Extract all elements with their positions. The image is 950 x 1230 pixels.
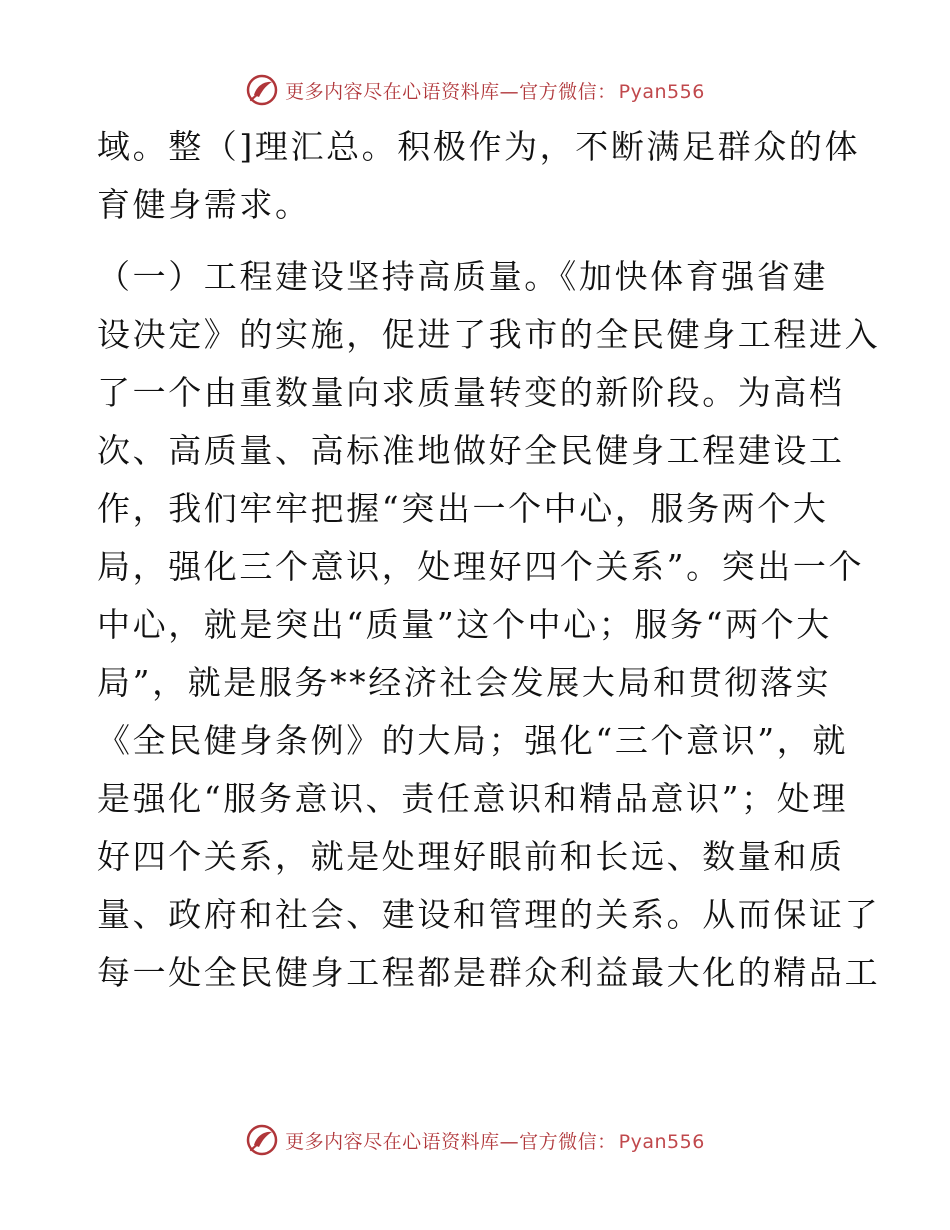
footer-wechat-id: Pyan556 (618, 1130, 705, 1153)
text-line: 中心，就是突出“质量”这个中心；服务“两个大 (97, 605, 832, 644)
paragraph-2 (97, 248, 881, 1002)
text-line: 域。整（]理汇总。积极作为，不断满足群众的体 (97, 127, 861, 166)
text-line: 次、高质量、高标准地做好全民健身工程建设工 (97, 431, 845, 470)
text-line: 作，我们牢牢把握“突出一个中心，服务两个大 (97, 489, 829, 528)
header-banner-text (285, 77, 705, 104)
header-banner (0, 70, 950, 110)
text-line: 好四个关系，就是处理好眼前和长远、数量和质 (97, 837, 845, 876)
library-logo-icon (245, 1123, 279, 1157)
footer-banner-text (285, 1127, 705, 1154)
document-body (97, 118, 881, 1002)
header-wechat-id: Pyan556 (618, 80, 705, 103)
text-line: 量、政府和社会、建设和管理的关系。从而保证了 (97, 895, 881, 934)
text-line: 是强化“服务意识、责任意识和精品意识”；处理 (97, 779, 848, 818)
text-line: 《全民健身条例》的大局；强化“三个意识”，就 (97, 721, 848, 760)
footer-banner (0, 1120, 950, 1160)
text-line: （一）工程建设坚持高质量。《加快体育强省建 (97, 257, 829, 296)
text-line: 育健身需求。 (97, 185, 311, 224)
text-line: 每一处全民健身工程都是群众利益最大化的精品工 (97, 953, 881, 992)
text-line: 了一个由重数量向求质量转变的新阶段。为高档 (97, 373, 845, 412)
header-banner-label: 更多内容尽在心语资料库—官方微信： (285, 80, 617, 103)
footer-banner-label: 更多内容尽在心语资料库—官方微信： (285, 1130, 617, 1153)
text-line: 局，强化三个意识，处理好四个关系”。突出一个 (97, 547, 865, 586)
library-logo-icon (245, 73, 279, 107)
text-line: 局”，就是服务**经济社会发展大局和贯彻落实 (97, 663, 832, 702)
text-line: 设决定》的实施，促进了我市的全民健身工程进入 (97, 315, 881, 354)
paragraph-1 (97, 118, 861, 234)
